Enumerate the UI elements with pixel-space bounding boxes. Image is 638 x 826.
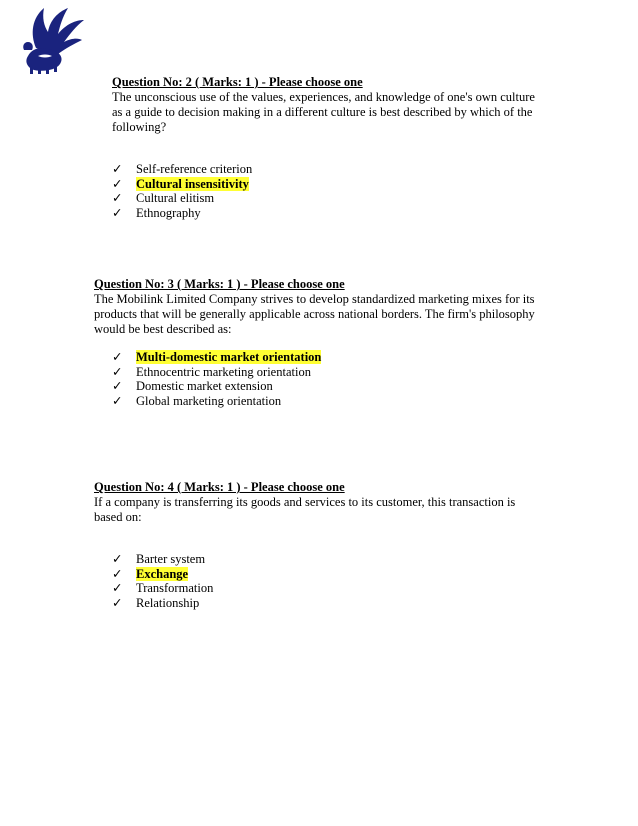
question-body: The Mobilink Limited Company strives to develop standardized marketing mixes for its products that will be generally applicable across national borders. The firm's philosophy would be best described as: <box>94 292 535 336</box>
check-icon: ✓ <box>112 379 123 393</box>
question-title: Question No: 2 ( Marks: 1 ) - Please choose one <box>112 75 363 89</box>
option-item[interactable]: ✓ Ethnocentric marketing orientation <box>112 364 311 379</box>
check-icon: ✓ <box>112 393 123 408</box>
check-icon: ✓ <box>112 162 123 176</box>
answer-options <box>112 162 252 220</box>
check-icon: ✓ <box>112 595 123 610</box>
option-item[interactable]: ✓ Cultural elitism <box>112 191 215 205</box>
check-icon: ✓ <box>112 552 123 566</box>
check-icon: ✓ <box>112 364 123 379</box>
option-item[interactable]: ✓ Relationship <box>112 595 200 610</box>
option-item[interactable]: ✓ Transformation <box>112 581 214 595</box>
option-item[interactable]: ✓ Barter system <box>112 552 206 566</box>
question-4 <box>94 480 534 525</box>
answer-options <box>112 350 321 408</box>
question-body: If a company is transferring its goods and services to its customer, this transaction is based on: <box>94 495 516 524</box>
option-item[interactable]: ✓ Self-reference criterion <box>112 162 253 176</box>
question-2 <box>112 75 542 135</box>
option-item[interactable]: ✓ Ethnography <box>112 205 201 220</box>
check-icon: ✓ <box>112 176 123 191</box>
check-icon: ✓ <box>112 191 123 205</box>
question-body: The unconscious use of the values, experiences, and knowledge of one's own culture as a guide to decision making in a different culture is best described by which of the following? <box>112 90 535 134</box>
question-title: Question No: 4 ( Marks: 1 ) - Please choose one <box>94 480 345 494</box>
griffin-logo-icon <box>14 4 86 76</box>
question-3 <box>94 277 544 337</box>
check-icon: ✓ <box>112 205 123 220</box>
answer-options <box>112 552 213 610</box>
check-icon: ✓ <box>112 566 123 581</box>
option-item-selected[interactable] <box>112 177 252 192</box>
selected-answer: Cultural insensitivity <box>136 176 249 191</box>
option-item[interactable]: ✓ Global marketing orientation <box>112 393 282 408</box>
check-icon: ✓ <box>112 581 123 595</box>
question-title: Question No: 3 ( Marks: 1 ) - Please choose one <box>94 277 345 291</box>
selected-answer: Exchange <box>136 566 189 581</box>
option-item-selected[interactable] <box>112 567 213 582</box>
option-item[interactable]: ✓ Domestic market extension <box>112 379 273 393</box>
check-icon: ✓ <box>112 350 123 364</box>
selected-answer: Multi-domestic market orientation <box>136 350 322 364</box>
option-item-selected[interactable] <box>112 350 321 365</box>
